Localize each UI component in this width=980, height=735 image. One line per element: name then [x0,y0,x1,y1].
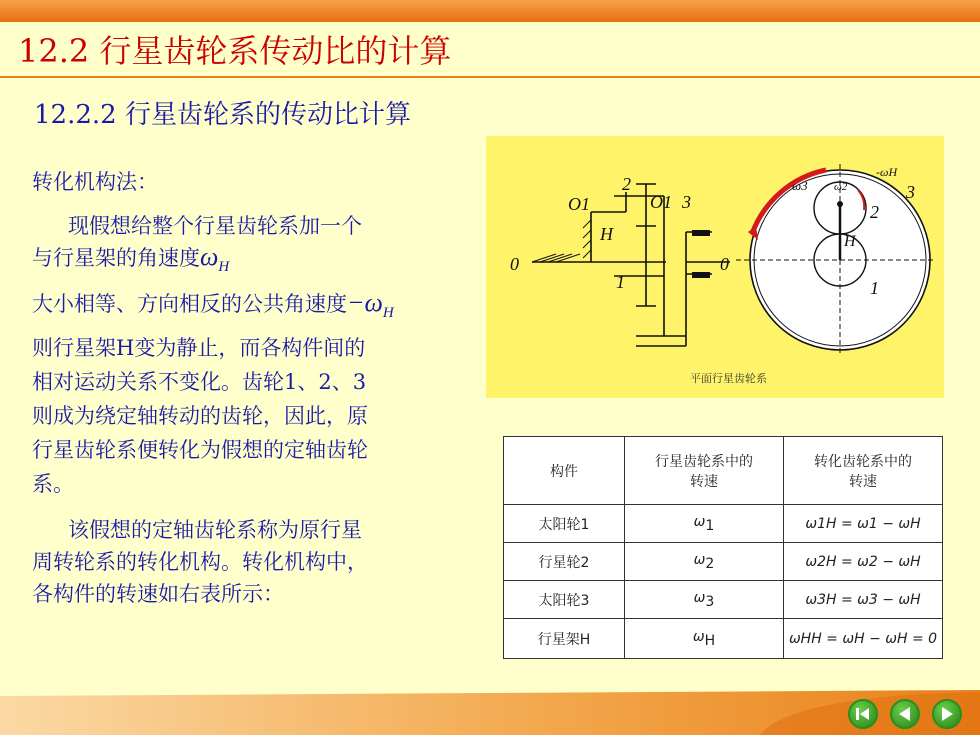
omega-glyph: ω [200,242,219,271]
omega-subscript: H [218,259,230,276]
diagram-label-planet-2: 2 [870,202,879,222]
paragraph-3-line-3: 各构件的转速如右表所示： [32,582,284,606]
diagram-label-o-left: 0 [510,254,519,274]
omega-glyph: ω [693,513,706,530]
diagram-label-neg-omega-h: -ωH [876,165,898,179]
first-page-icon [848,699,878,729]
paragraph-2-line-4: 行星齿轮系便转化为假想的定轴齿轮 [32,438,368,462]
slide-title: 12.2 行星齿轮系传动比的计算 [18,32,452,70]
part-cell: 行星架H [504,619,625,659]
neg-omega-h-symbol [347,288,394,322]
omega-subscript: 2 [705,555,715,572]
paragraph-2-line-2: 相对运动关系不变化。齿轮1、2、3 [32,370,367,394]
diagram-label-3: 3 [682,192,691,212]
paragraph-1-line-3 [32,290,394,321]
diagram-label-o-right: 0 [720,254,729,274]
diagram-label-2: 2 [622,174,631,194]
paragraph-1-line-3-text: 大小相等、方向相反的公共角速度 [32,292,347,316]
rotation-speed-table [503,436,943,659]
part-cell: 太阳轮3 [504,581,625,619]
omega-glyph: ω [693,589,706,606]
paragraph-2-line-3: 则成为绕定轴转动的齿轮，因此，原 [32,404,368,428]
header-planetary-speed: 行星齿轮系中的 转速 [625,437,784,505]
diagram-label-ring-3: 3 [906,182,915,202]
paragraph-1-line-2 [32,244,229,275]
diagram-label-o1: O1 [568,194,590,214]
section-subtitle: 12.2.2 行星齿轮系的传动比计算 [34,100,411,130]
planetary-gear-diagram [486,136,944,398]
paragraph-3-line-1: 该假想的定轴齿轮系称为原行星 [68,518,362,542]
next-page-button[interactable] [932,699,962,729]
method-heading: 转化机构法： [32,170,158,194]
omega-h-symbol [200,242,230,276]
diagram-label-omega3: ω3 [792,178,808,193]
negative-sign: − [347,288,365,317]
table-row [504,543,943,581]
table-header-row [504,437,943,505]
omega-glyph: ω [364,288,383,317]
converted-speed-cell: ω2H = ω2 − ωH [784,543,943,581]
paragraph-2-line-1: 则行星架H变为静止，而各构件间的 [32,336,366,360]
paragraph-1-line-2-text: 与行星架的角速度 [32,246,200,270]
paragraph-1-line-1: 现假想给整个行星齿轮系加一个 [68,214,362,238]
next-page-icon [932,699,962,729]
paragraph-3-line-2: 周转轮系的转化机构。转化机构中， [32,550,368,574]
omega-subscript: 3 [705,593,715,610]
speed-cell [625,619,784,659]
header-part: 构件 [504,437,625,505]
omega-glyph: ω [692,628,705,645]
diagram-label-omega2: ω2 [834,181,848,193]
prev-page-button[interactable] [890,699,920,729]
speed-cell [625,581,784,619]
first-page-button[interactable] [848,699,878,729]
converted-speed-cell: ωHH = ωH − ωH = 0 [784,619,943,659]
table-row [504,581,943,619]
bottom-decorative-band [0,688,980,735]
part-cell: 太阳轮1 [504,505,625,543]
omega-glyph: ω [693,551,706,568]
paragraph-2-line-5: 系。 [32,472,74,496]
omega-subscript: 1 [705,517,715,534]
speed-cell [625,505,784,543]
diagram-label-sun-1: 1 [870,278,879,298]
converted-speed-cell: ω1H = ω1 − ωH [784,505,943,543]
figure-caption: 平面行星齿轮系 [690,372,767,385]
header-converted-speed: 转化齿轮系中的 转速 [784,437,943,505]
speed-cell [625,543,784,581]
converted-speed-cell: ω3H = ω3 − ωH [784,581,943,619]
omega-subscript: H [704,632,716,649]
table-row [504,619,943,659]
table-row [504,505,943,543]
diagram-label-carrier-h: H [844,233,856,250]
planetary-front-view [736,164,936,356]
top-accent-bar [0,0,980,22]
prev-page-icon [890,699,920,729]
planetary-gear-figure [486,136,944,398]
title-divider [0,76,980,78]
diagram-label-h: H [600,224,613,244]
diagram-label-1: 1 [616,272,625,292]
diagram-label-o1-right: O1 [650,192,672,212]
omega-subscript: H [382,305,394,322]
part-cell: 行星轮2 [504,543,625,581]
